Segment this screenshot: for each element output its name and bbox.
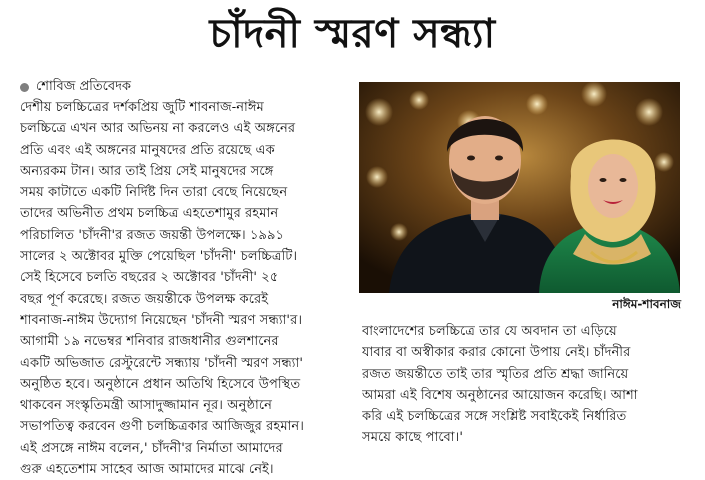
body-line: দেশীয় চলচ্চিত্রের দর্শকপ্রিয় জুটি শাবনাজ-নাঈম xyxy=(20,100,264,115)
headline: চাঁদনী স্মরণ সন্ধ্যা xyxy=(209,10,496,57)
article-photo xyxy=(359,82,680,293)
body-line: করি এই চলচ্চিত্রের সঙ্গে সংশ্লিষ্ট সবাইকেই নির্ধারিত xyxy=(362,409,627,425)
body-line: এই প্রসঙ্গে নাঈম বলেন,' চাঁদনী'র নির্মাতা আমাদের xyxy=(20,440,283,456)
body-line: সালের ২ অক্টোবর মুক্তি পেয়েছিল 'চাঁদনী' চলচ্চিত্রটি। xyxy=(20,249,298,265)
byline xyxy=(20,78,131,96)
body-line: একটি অভিজাত রেস্টুরেন্টে সন্ধ্যায় 'চাঁদনী স্মরণ সন্ধ্যা' xyxy=(20,355,303,371)
body-line: রজত জয়ন্তীতে তাই তার স্মৃতির প্রতি শ্রদ্ধা জানিয়ে xyxy=(362,366,629,382)
body-line: বছর পূর্ণ করেছে। রজত জয়ন্তীকে উপলক্ষ করেই xyxy=(20,291,269,307)
body-line: সময়ে কাছে পাবো।' xyxy=(362,430,464,446)
body-line: সেই হিসেবে চলতি বছরের ২ অক্টোবর 'চাঁদনী' ২৫ xyxy=(20,270,279,286)
photo-caption: নাঈম-শাবনাজ xyxy=(612,297,681,311)
body-line: সভাপতিত্ব করবেন গুণী চলচ্চিত্রকার আজিজুর রহমান। xyxy=(20,419,305,435)
bullet-icon xyxy=(20,83,29,92)
article-body-right-column xyxy=(362,321,682,449)
body-line: অনুষ্ঠিত হবে। অনুষ্ঠানে প্রধান অতিথি হিসেবে উপস্থিত xyxy=(20,376,301,392)
body-line: শাবনাজ-নাঈম উদ্যোগ নিয়েছেন 'চাঁদনী স্মরণ সন্ধ্যা'র। xyxy=(20,312,303,328)
body-line: আমরা এই বিশেষ অনুষ্ঠানের আয়োজন করেছি। আশা xyxy=(362,387,638,403)
body-line: পরিচালিত 'চাঁদনী'র রজত জয়ন্তী উপলক্ষে। ১৯৯১ xyxy=(20,227,285,243)
byline-text: শোবিজ প্রতিবেদক xyxy=(36,79,132,94)
body-line: যাবার বা অস্বীকার করার কোনো উপায় নেই। চাঁদনীর xyxy=(362,345,631,361)
body-line: সময় কাটাতে একটি নির্দিষ্ট দিন তারা বেছে নিয়েছেন xyxy=(20,185,288,201)
body-line: আগামী ১৯ নভেম্বর শনিবার রাজধানীর গুলশানের xyxy=(20,334,279,350)
body-line: তাদের অভিনীত প্রথম চলচ্চিত্র এহতেশামুর রহমান xyxy=(20,206,279,222)
body-line: চলচ্চিত্রে এখন আর অভিনয় না করলেও এই অঙ্গনের xyxy=(20,121,296,137)
article-body-left-column xyxy=(20,97,354,480)
body-line: গুরু এহতেশাম সাহেব আজ আমাদের মাঝে নেই। xyxy=(20,462,274,478)
couple-photo-illustration xyxy=(359,82,680,293)
body-line: থাকবেন সংস্কৃতিমন্ত্রী আসাদুজ্জামান নূর। অনুষ্ঠানে xyxy=(20,398,272,414)
body-line: অন্যরকম টান। আর তাই প্রিয় সেই মানুষদের সঙ্গে xyxy=(20,163,274,179)
body-line: বাংলাদেশের চলচ্চিত্রে তার যে অবদান তা এড়িয়ে xyxy=(362,324,617,339)
body-line: প্রতি এবং এই অঙ্গনের মানুষদের প্রতি রয়েছে এক xyxy=(20,142,275,158)
